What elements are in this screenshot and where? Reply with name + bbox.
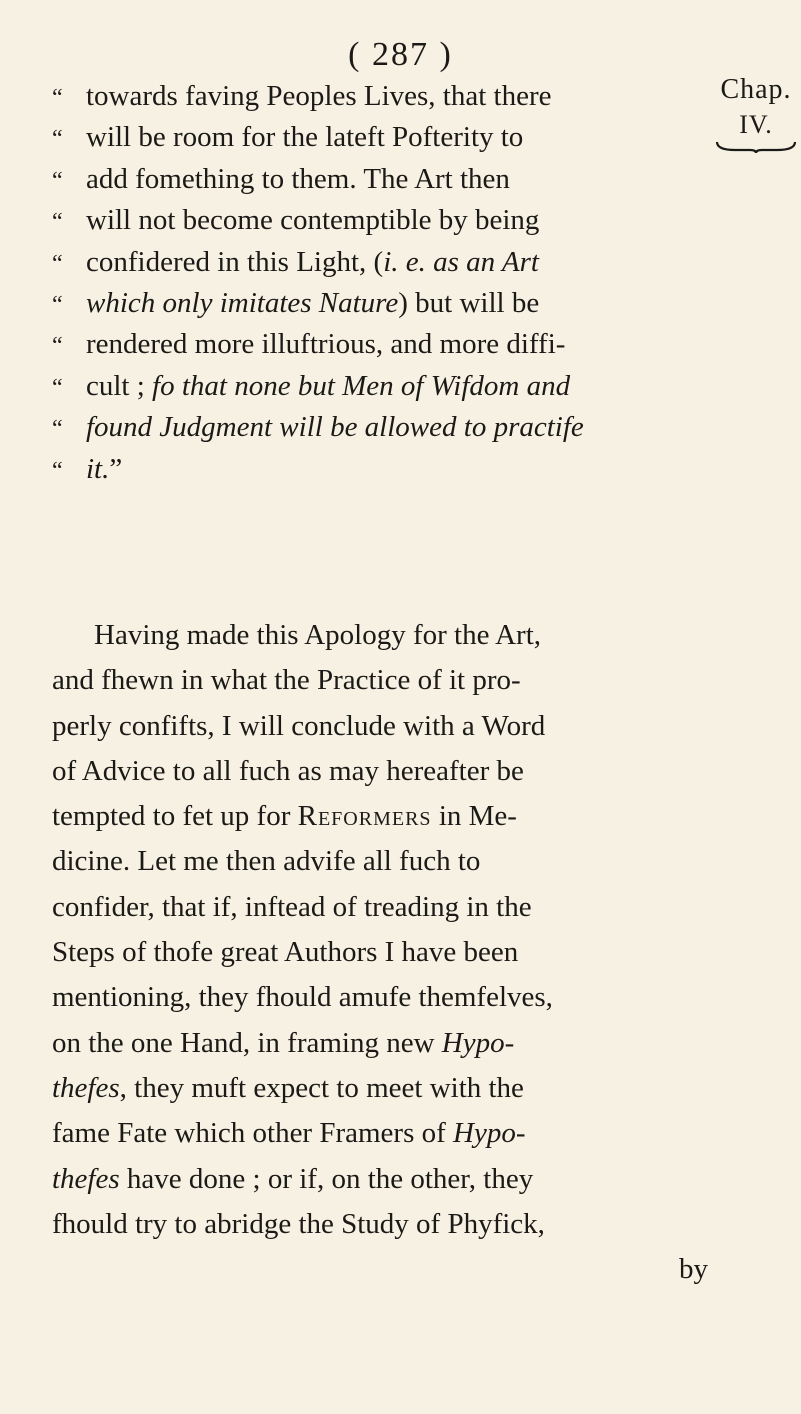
quote-mark: “ [52, 333, 63, 360]
text-segment: in Me- [431, 800, 517, 833]
quote-text: towards faving Peoples Lives, that there [86, 80, 552, 112]
text-line: and fhewn in what the Practice of it pro- [52, 664, 521, 697]
quote-line [52, 407, 692, 448]
quote-line [52, 283, 692, 324]
quote-italic: which only imitates Nature [86, 286, 399, 319]
italic-term: Hypo- [453, 1117, 526, 1150]
italic-term: thefes [52, 1071, 120, 1104]
text-segment: , they muft expect to meet with the [119, 1071, 524, 1104]
quote-mark: “ [52, 457, 63, 484]
text-line: Having made this Apology for the Art, [94, 619, 542, 651]
text-segment: fame Fate which other Framers of [52, 1117, 454, 1150]
text-line [52, 1066, 772, 1111]
text-line [52, 1157, 772, 1202]
quote-line [52, 159, 692, 200]
quote-line [52, 366, 692, 407]
quote-italic: i. e. as an Art [383, 245, 539, 278]
quote-text: cult ; [86, 369, 153, 402]
text-segment: tempted to fet up for [52, 800, 298, 833]
quote-italic: found Judgment will be allowed to practife [86, 411, 584, 444]
chapter-label: Chap. [720, 74, 792, 105]
paragraph [52, 613, 772, 1292]
italic-term: thefes [52, 1162, 120, 1195]
quote-line [52, 117, 692, 158]
quote-mark: “ [52, 167, 63, 194]
text-line: mentioning, they fhould amufe themfelves, [52, 981, 553, 1014]
quote-line [52, 242, 692, 283]
quoted-passage [52, 76, 692, 490]
text-line: perly confifts, I will conclude with a Word [52, 709, 546, 742]
text-line [52, 1021, 772, 1066]
catchword: by [679, 1253, 708, 1286]
quote-line [52, 449, 692, 490]
quote-text: confidered in this Light, ( [86, 245, 384, 278]
brace-ornament [715, 140, 797, 154]
running-head-chapter [715, 74, 797, 154]
quote-mark: “ [52, 209, 63, 236]
text-line: Steps of thofe great Authors I have been [52, 936, 519, 969]
quote-text: will be room for the lateft Pofterity to [86, 121, 524, 154]
quote-mark: “ [52, 85, 63, 111]
text-line: dicine. Let me then advife all fuch to [52, 845, 481, 878]
text-line: of Advice to all fuch as may hereafter be [52, 754, 524, 787]
quote-text: will not become contemptible by being [86, 204, 540, 237]
text-line [52, 794, 772, 839]
quote-italic: it. [86, 452, 110, 485]
text-line: fhould try to abridge the Study of Phyfick, [52, 1207, 545, 1240]
italic-term: Hypo- [441, 1026, 515, 1059]
chapter-number: IV. [739, 110, 773, 139]
text-segment: have done ; or if, on the other, they [119, 1162, 534, 1195]
text-segment: on the one Hand, in framing new [52, 1026, 442, 1059]
quote-close-mark: ” [109, 452, 123, 485]
page-number: ( 287 ) [348, 36, 453, 73]
quote-italic: fo that none but Men of Wifdom and [152, 369, 571, 402]
quote-mark: “ [52, 374, 63, 401]
quote-text: rendered more illuftrious, and more diffi- [86, 328, 566, 361]
text-line: confider, that if, inftead of treading in the [52, 890, 532, 923]
quote-line [52, 200, 692, 241]
quote-mark: “ [52, 126, 63, 153]
quote-text: add fomething to them. The Art then [86, 162, 510, 195]
quote-mark: “ [52, 291, 63, 318]
quote-mark: “ [52, 250, 63, 277]
reformers-smallcaps: Reformers [297, 800, 432, 833]
quote-mark: “ [52, 416, 63, 443]
text-line [52, 1111, 772, 1156]
quote-text: ) but will be [398, 286, 540, 319]
quote-line [52, 324, 692, 365]
quote-line [52, 76, 692, 117]
